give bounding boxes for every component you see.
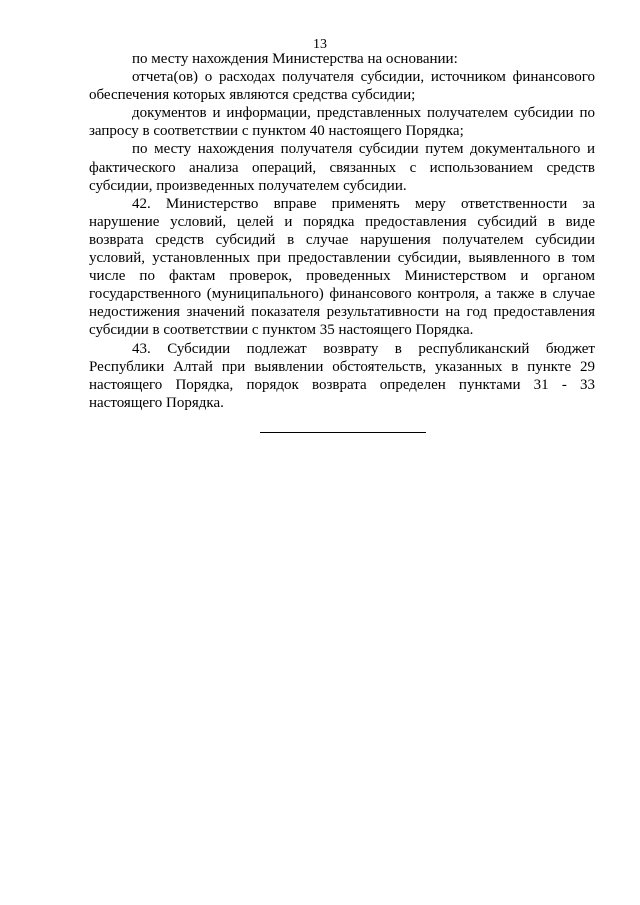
paragraph-location-ministry: по месту нахождения Министерства на основании: <box>132 51 458 67</box>
end-separator-line <box>260 432 426 433</box>
paragraph-item-43: 43. Субсидии подлежат возврату в республиканский бюджет Республики Алтай при выявлении обстоятельств, указанных в пункте 29 настоящего Порядка, порядок возврата определен пунктами 31 - 33 настоящего Порядка. <box>89 340 595 411</box>
paragraph-item-42: 42. Министерство вправе применять меру ответственности за нарушение условий, целей и порядка предоставления субсидий в виде возврата средств субсидий в случае нарушения получателем субсидии условий, установленных при предоставлении субсидии, выявленного в том числе по фактам проверок, проведенных Министерством и органом государственного (муниципального) финансового контроля, а также в случае недостижения значений показателя результативности на год предоставления субсидии в соответствии с пунктом 35 настоящего Порядка. <box>89 195 595 339</box>
page-number: 13 <box>313 37 327 52</box>
document-body <box>89 50 595 412</box>
paragraph-expense-reports: отчета(ов) о расходах получателя субсидии, источником финансового обеспечения которых являются средства субсидии; <box>89 69 595 104</box>
paragraph-location-recipient: по месту нахождения получателя субсидии путем документального и фактического анализа операций, связанных с использованием средств субсидии, произведенных получателем субсидии. <box>89 141 595 194</box>
paragraph-documents-info: документов и информации, представленных получателем субсидии по запросу в соответствии с пунктом 40 настоящего Порядка; <box>89 105 595 140</box>
